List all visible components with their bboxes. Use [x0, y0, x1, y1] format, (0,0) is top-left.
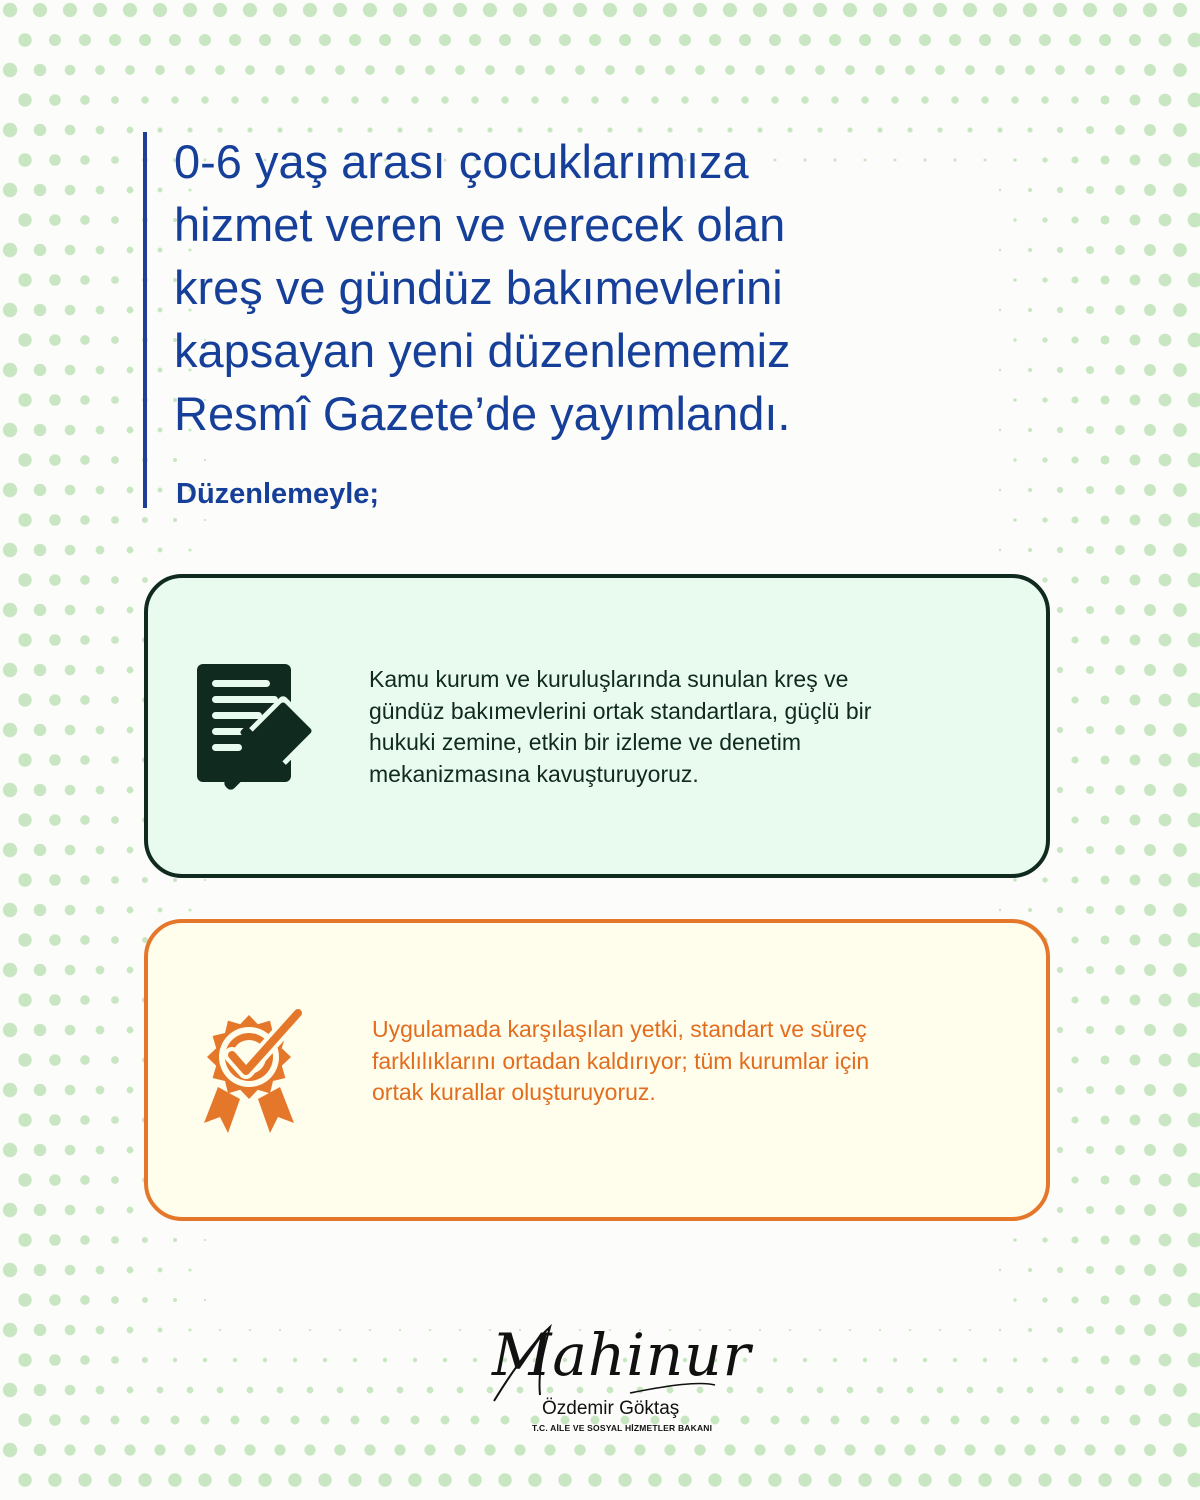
card-2-line-2: farklılıklarını ortadan kaldırıyor; tüm kurumlar için — [372, 1047, 870, 1074]
card-1-line-4: mekanizmasına kavuşturuyoruz. — [369, 760, 699, 787]
headline — [174, 130, 1074, 445]
signature-script: Mahinur — [492, 1321, 752, 1389]
headline-line-4: kapsayan yeni düzenlememiz — [174, 324, 791, 377]
headline-accent-line — [143, 132, 147, 508]
headline-line-5: Resmî Gazete’de yayımlandı. — [174, 387, 791, 440]
card-1-line-3: hukuki zemine, etkin bir izleme ve denetim — [369, 729, 802, 755]
card-2-line-1: Uygulamada karşılaşılan yetki, standart ve süreç — [372, 1016, 867, 1042]
subheading: Düzenlemeyle; — [176, 478, 380, 510]
approval-badge-check-icon — [194, 999, 314, 1139]
info-card-common-rules — [144, 919, 1050, 1221]
info-card-standards — [144, 574, 1050, 878]
card-text-standards — [369, 664, 1029, 790]
card-2-line-3: ortak kurallar oluşturuyoruz. — [372, 1079, 656, 1105]
card-1-line-1: Kamu kurum ve kuruluşlarında sunulan kreş ve — [369, 666, 849, 692]
signature-name: Özdemir Göktaş — [542, 1398, 680, 1419]
card-1-line-2: gündüz bakımevlerini ortak standartlara, güçlü bir — [369, 697, 872, 724]
legal-document-gavel-icon — [194, 660, 334, 800]
headline-line-1: 0-6 yaş arası çocuklarımıza — [174, 135, 749, 188]
headline-line-2: hizmet veren ve verecek olan — [174, 198, 786, 251]
headline-line-3: kreş ve gündüz bakımevlerini — [174, 261, 783, 314]
signature-title: T.C. AİLE VE SOSYAL HİZMETLER BAKANI — [532, 1423, 713, 1433]
minister-signature — [480, 1315, 752, 1440]
card-text-common-rules — [372, 1014, 1032, 1109]
